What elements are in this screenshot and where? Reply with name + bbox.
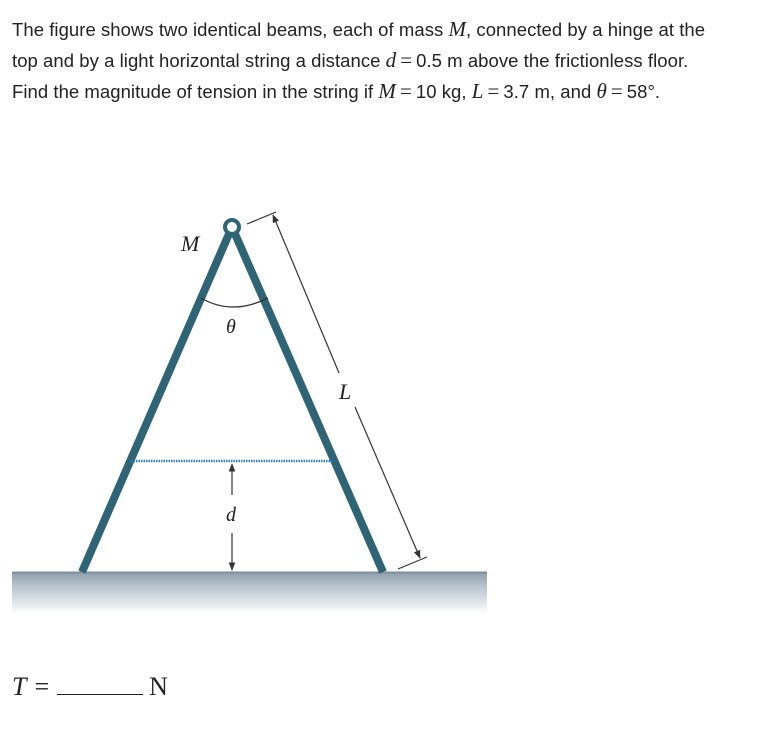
math-symbol-L: L — [471, 79, 484, 103]
math-equals: = — [400, 48, 413, 72]
problem-text: 10 kg, — [415, 81, 472, 102]
problem-text: 3.7 m, and — [503, 81, 597, 102]
math-symbol-M: M — [378, 79, 396, 103]
L-extension-top — [247, 212, 276, 224]
problem-text: The figure shows two identical beams, each of mass — [12, 19, 449, 40]
problem-text: 58°. — [626, 81, 661, 102]
hinge — [225, 220, 239, 234]
label-theta: θ — [226, 316, 236, 338]
answer-equals: = — [34, 672, 50, 701]
problem-text: Find the magnitude of tension in the string if — [12, 81, 379, 102]
L-extension-bottom — [398, 557, 427, 569]
answer-variable: T — [12, 672, 27, 701]
math-equals: = — [399, 79, 412, 103]
floor — [12, 572, 487, 614]
label-d: d — [226, 504, 236, 526]
problem-text: 0.5 m above the frictionless floor. — [416, 50, 689, 71]
right-beam — [232, 227, 383, 572]
math-symbol-theta: θ — [596, 79, 607, 103]
math-symbol-M: M — [448, 17, 467, 41]
theta-angle-arc — [201, 298, 268, 307]
math-equals: = — [487, 79, 500, 103]
problem-text: , connected by a hinge at the — [466, 19, 706, 40]
answer-blank[interactable] — [57, 676, 143, 695]
problem-text: top and by a light horizontal string a distance — [12, 50, 386, 71]
answer-row — [12, 672, 168, 702]
math-symbol-d: d — [385, 48, 397, 72]
label-M: M — [181, 231, 200, 256]
answer-unit: N — [149, 672, 168, 701]
label-L: L — [339, 379, 352, 404]
left-beam — [82, 227, 232, 572]
math-equals: = — [610, 79, 623, 103]
